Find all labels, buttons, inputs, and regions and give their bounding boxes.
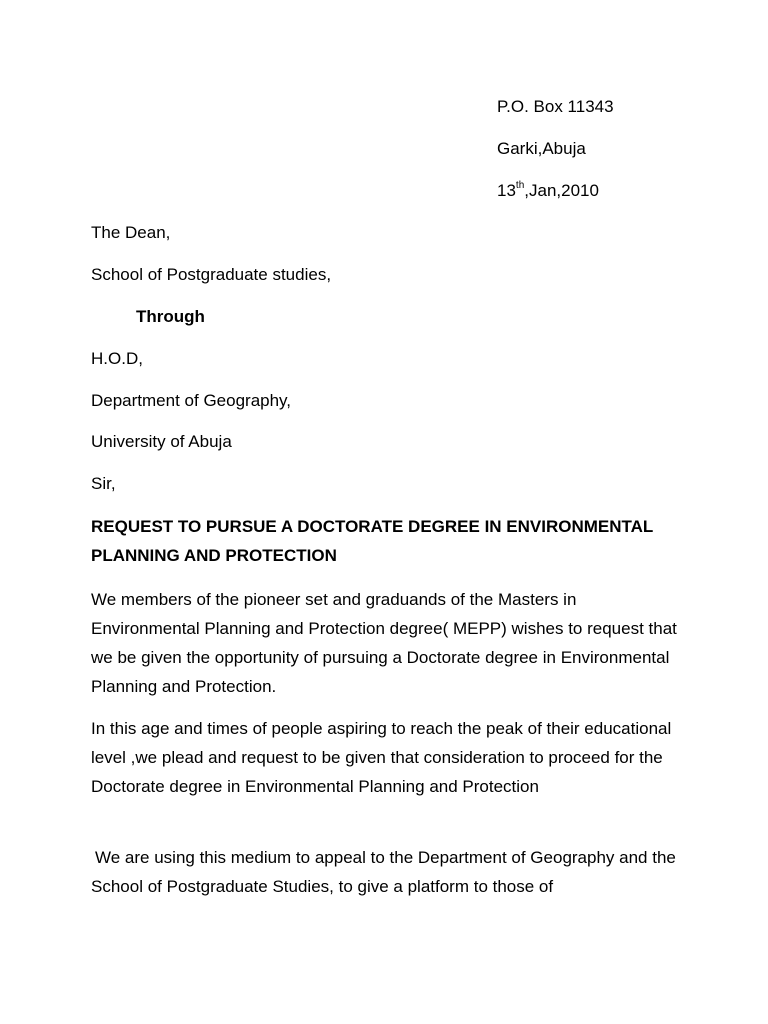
- recipient-line-4: Department of Geography,: [91, 391, 292, 410]
- subject-heading: REQUEST TO PURSUE A DOCTORATE DEGREE IN ENVIRONMENTAL PLANNING AND PROTECTION: [91, 517, 653, 565]
- sender-po-box: P.O. Box 11343: [497, 97, 614, 116]
- body-paragraph-3: We are using this medium to appeal to the Department of Geography and the School of Postgraduate Studies, to give a platform to those of: [91, 848, 676, 896]
- recipient-line-5: University of Abuja: [91, 432, 232, 451]
- body-paragraph-2: In this age and times of people aspiring to reach the peak of their educational level ,we plead and request to be given that consideration to proceed for the Doctorate degree in Environmental Planning and Protection: [91, 719, 672, 796]
- salutation: Sir,: [91, 474, 116, 493]
- date-suffix: th: [515, 180, 525, 192]
- through-label: Through: [136, 307, 205, 326]
- letter-date: [497, 181, 599, 201]
- body-paragraph-1: We members of the pioneer set and graduands of the Masters in Environmental Planning and Protection degree( MEPP) wishes to request that we be given the opportunity of pursuing a Doctorate degree in Environmental Planning and Protection.: [91, 590, 677, 696]
- sender-city: Garki,Abuja: [497, 139, 586, 158]
- date-day: 13: [497, 181, 516, 200]
- date-rest: ,Jan,2010: [524, 181, 599, 200]
- recipient-line-1: The Dean,: [91, 223, 171, 242]
- recipient-line-2: School of Postgraduate studies,: [91, 265, 332, 284]
- recipient-line-3: H.O.D,: [91, 349, 143, 368]
